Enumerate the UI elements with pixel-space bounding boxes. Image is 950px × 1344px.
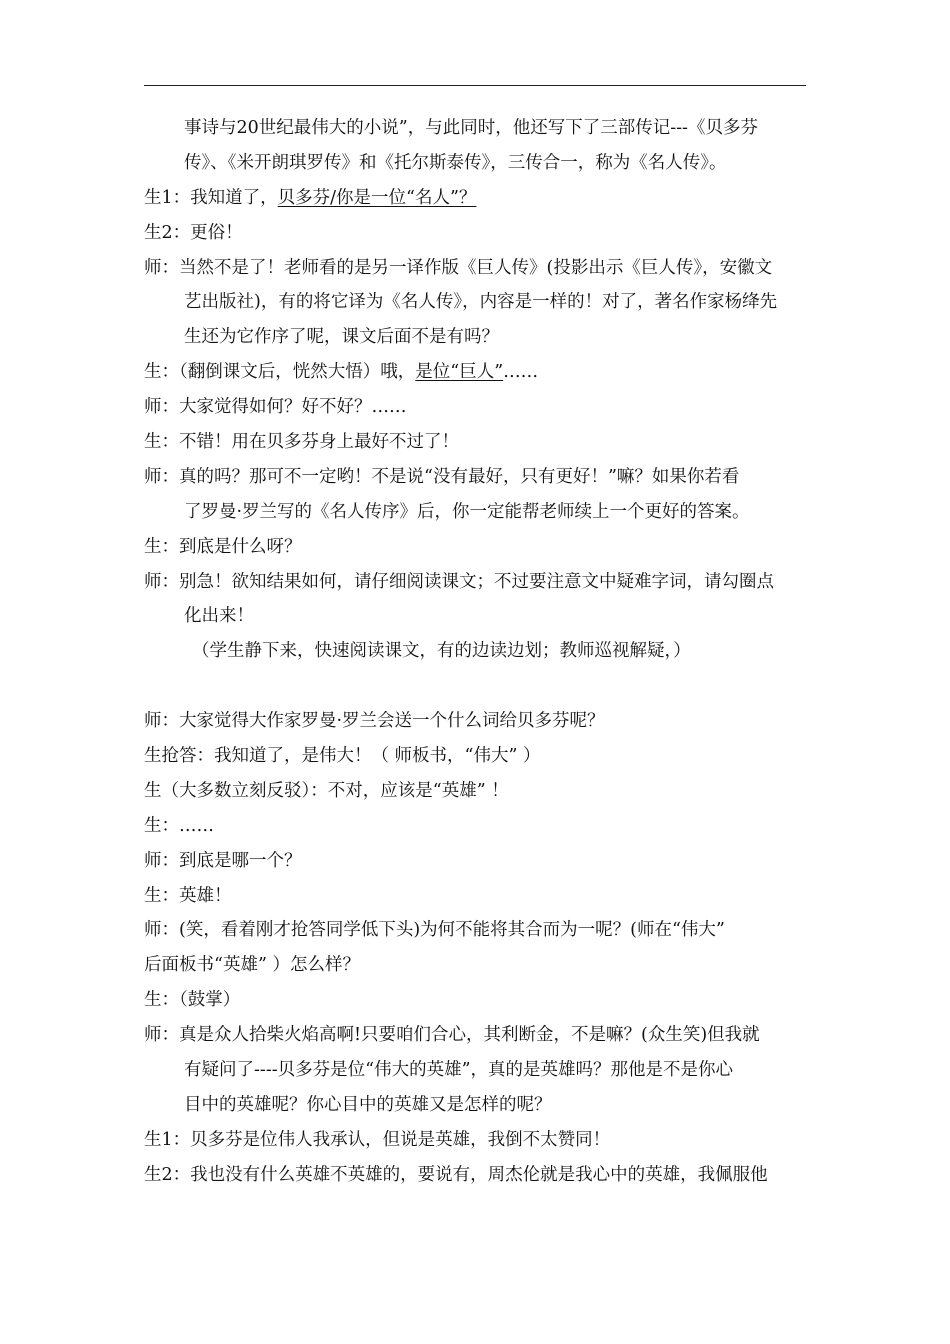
text-line: 事诗与20世纪最伟大的小说”，与此同时，他还写下了三部传记---《贝多芬	[184, 118, 758, 138]
blank-line	[144, 669, 814, 704]
text-line	[144, 355, 814, 390]
text-line: 师：真是众人拾柴火焰高啊!只要咱们合心，其利断金，不是嘛？(众生笑)但我就	[144, 1025, 760, 1046]
text-line: 生：到底是什么呀？	[144, 536, 302, 557]
text-line: 化出来！	[184, 606, 254, 627]
text-line	[144, 181, 814, 216]
text-line: 后面板书“英雄” ）怎么样？	[144, 955, 360, 976]
text-line: 艺出版社)，有的将它译为《名人传》，内容是一样的！对了，著名作家杨绛先	[184, 292, 778, 313]
text-line: 目中的英雄呢？你心目中的英雄又是怎样的呢？	[184, 1094, 552, 1115]
text-line: 生还为它作序了呢，课文后面不是有吗？	[184, 327, 499, 348]
text-line: 生1：贝多芬是位伟人我承认，但说是英雄，我倒不太赞同！	[144, 1129, 611, 1150]
text-line: 师：大家觉得如何？好不好？……	[144, 397, 407, 418]
text-line: 师：别急！欲知结果如何，请仔细阅读课文；不过要注意文中疑难字词，请勾圈点	[144, 571, 774, 592]
text-line: 生：（鼓掌）	[144, 990, 241, 1011]
header-rule	[144, 85, 806, 86]
stage-direction: （学生静下来，快速阅读课文，有的边读边划；教师巡视解疑，）	[192, 641, 691, 662]
text-line: 师：到底是哪一个？	[144, 850, 302, 871]
text-line: 生2：更俗！	[144, 222, 243, 243]
underlined-text: 是位“巨人”	[415, 362, 504, 383]
text-line: 师：大家觉得大作家罗曼·罗兰会送一个什么词给贝多芬呢？	[144, 711, 605, 732]
dialogue-body	[144, 111, 814, 1193]
text-line: 生：不错！用在贝多芬身上最好不过了！	[144, 432, 459, 453]
text-line: 了罗曼·罗兰写的《名人传序》后，你一定能帮老师续上一个更好的答案。	[184, 501, 750, 522]
text-line: 生（大多数立刻反驳）：不对，应该是“英雄” ！	[144, 780, 509, 801]
text-line: 生：……	[144, 815, 214, 836]
text-line: 师：真的吗？那可不一定哟！不是说“没有最好，只有更好！”嘛？如果你若看	[144, 466, 740, 487]
ellipsis-text: ……	[503, 362, 539, 383]
text-line: 生：英雄！	[144, 885, 232, 906]
speaker-text: 生：（翻倒课文后，恍然大悟）哦，	[144, 362, 416, 383]
text-line: 师：当然不是了！老师看的是另一译作版《巨人传》(投影出示《巨人传》，安徽文	[144, 257, 773, 278]
text-line: 传》、《米开朗琪罗传》和《托尔斯泰传》，三传合一，称为《名人传》。	[184, 152, 727, 173]
text-line: 师：(笑，看着刚才抢答同学低下头)为何不能将其合而为一呢？(师在“伟大”	[144, 920, 725, 941]
speaker-text: 生1：我知道了，	[144, 187, 278, 208]
underlined-text: 贝多芬/你是一位“名人”？	[277, 187, 477, 208]
text-line: 有疑问了----贝多芬是位“伟大的英雄”，真的是英雄吗？那他是不是你心	[184, 1060, 734, 1081]
text-line: 生抢答：我知道了，是伟大！（ 师板书，“伟大” ）	[144, 746, 541, 767]
text-line: 生2：我也没有什么英雄不英雄的，要说有，周杰伦就是我心中的英雄，我佩服他	[144, 1164, 768, 1185]
